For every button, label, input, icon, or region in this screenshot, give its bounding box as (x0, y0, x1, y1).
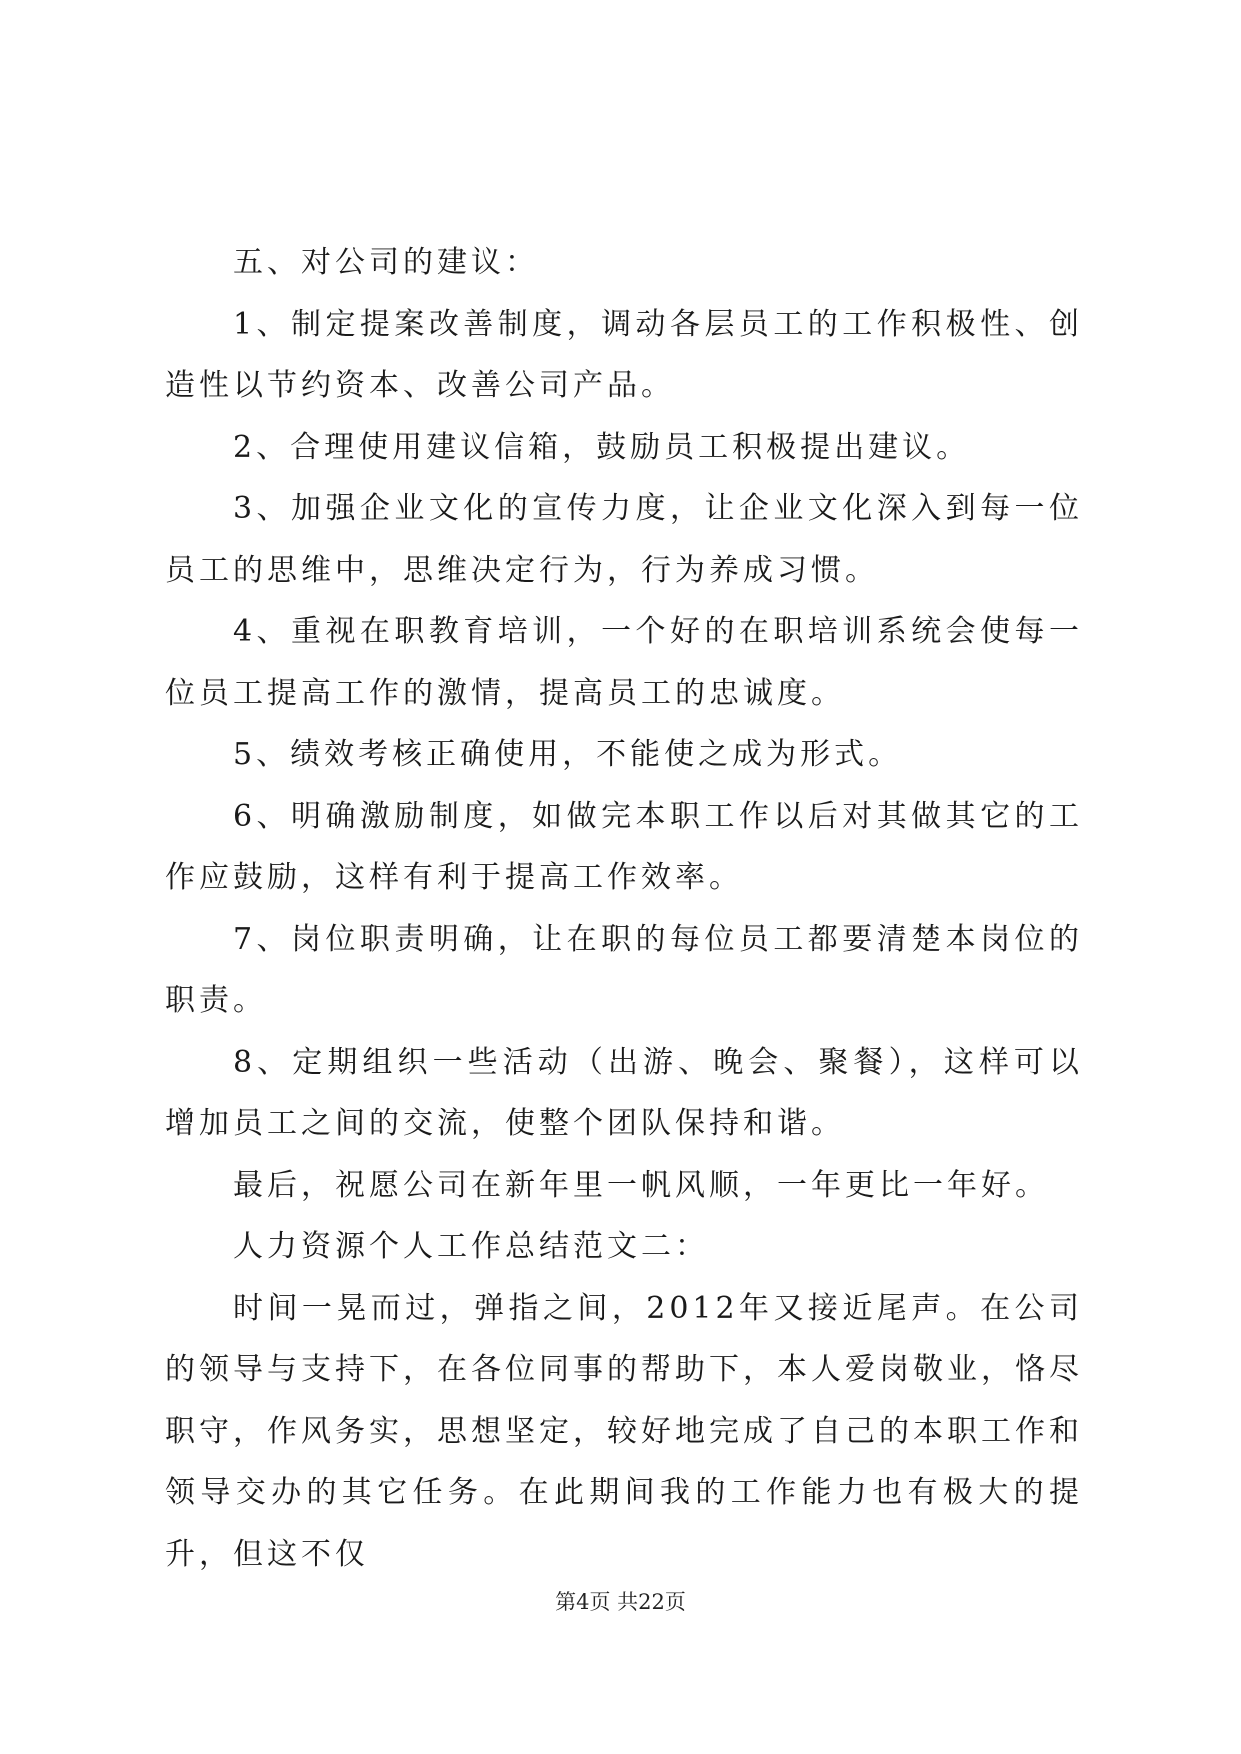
page-footer: 第4页 共22页 (555, 1590, 686, 1614)
document-body (165, 232, 1083, 1585)
paragraph-item-1: 1、制定提案改善制度，调动各层员工的工作积极性、创造性以节约资本、改善公司产品。 (165, 306, 1083, 403)
paragraph-item-4: 4、重视在职教育培训，一个好的在职培训系统会使每一位员工提高工作的激情，提高员工的忠诚度。 (165, 614, 1083, 711)
paragraph-item-5: 5、绩效考核正确使用，不能使之成为形式。 (233, 737, 903, 772)
sample-two-paragraph: 时间一晃而过，弹指之间，2012年又接近尾声。在公司的领导与支持下，在各位同事的帮助下，本人爱岗敬业，恪尽职守，作风务实，思想坚定，较好地完成了自己的本职工作和领导交办的其它任务。在此期间我的工作能力也有极大的提升，但这不仅 (165, 1290, 1083, 1572)
paragraph-item-7: 7、岗位职责明确，让在职的每位员工都要清楚本岗位的职责。 (165, 921, 1083, 1018)
section-heading: 五、对公司的建议： (233, 245, 539, 280)
sample-two-heading: 人力资源个人工作总结范文二： (233, 1229, 709, 1264)
paragraph-item-6: 6、明确激励制度，如做完本职工作以后对其做其它的工作应鼓励，这样有利于提高工作效率。 (165, 798, 1083, 895)
paragraph-item-3: 3、加强企业文化的宣传力度，让企业文化深入到每一位员工的思维中，思维决定行为，行为养成习惯。 (165, 491, 1083, 588)
paragraph-item-8: 8、定期组织一些活动（出游、晚会、聚餐），这样可以增加员工之间的交流，使整个团队保持和谐。 (165, 1044, 1083, 1141)
paragraph-item-2: 2、合理使用建议信箱，鼓励员工积极提出建议。 (233, 429, 971, 465)
closing-paragraph: 最后，祝愿公司在新年里一帆风顺，一年更比一年好。 (233, 1167, 1049, 1203)
